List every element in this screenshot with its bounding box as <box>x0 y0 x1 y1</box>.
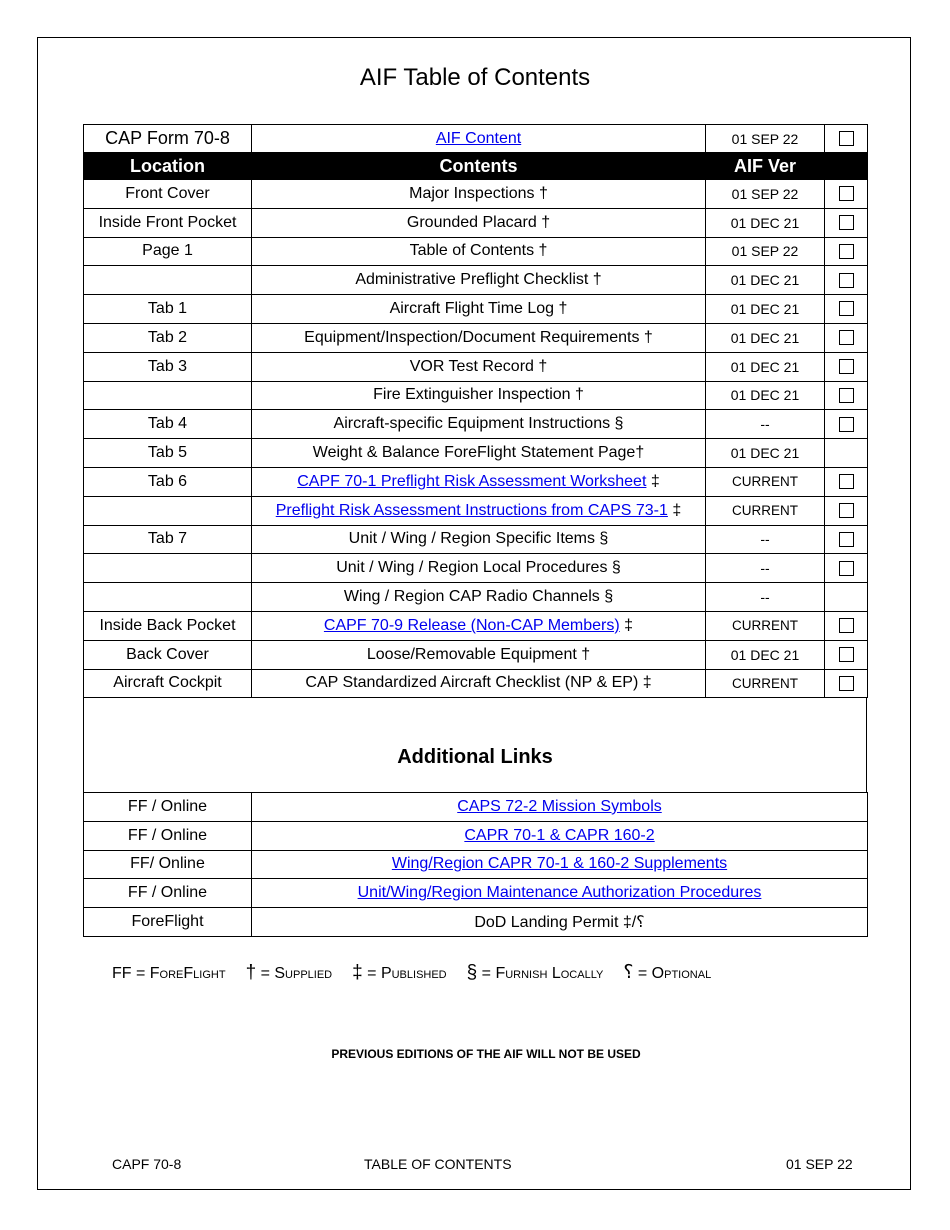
row-checkbox-cell <box>825 525 868 554</box>
row-location: Tab 7 <box>84 525 252 554</box>
link-contents[interactable]: Wing/Region CAPR 70-1 & 160-2 Supplements <box>391 855 728 873</box>
row-location: Tab 6 <box>84 467 252 496</box>
legend-symbol: ⸮ <box>623 962 634 983</box>
row-contents-cell <box>252 208 706 237</box>
row-contents: Major Inspections † <box>409 184 548 202</box>
header-version: AIF Ver <box>706 153 825 180</box>
row-version: CURRENT <box>706 496 825 525</box>
legend-label: Published <box>380 965 447 982</box>
row-contents-cell <box>252 525 706 554</box>
row-checkbox-cell <box>825 208 868 237</box>
form-checkbox-cell <box>825 125 868 153</box>
link-contents-cell <box>252 793 868 822</box>
checkbox[interactable] <box>839 618 854 633</box>
row-contents-cell <box>252 352 706 381</box>
toc-row <box>84 439 868 468</box>
aif-content-link[interactable]: AIF Content <box>435 129 522 147</box>
row-checkbox-cell <box>825 640 868 669</box>
checkbox[interactable] <box>839 244 854 259</box>
legend <box>112 961 731 984</box>
row-version: -- <box>706 410 825 439</box>
additional-links-table <box>83 792 868 937</box>
link-location: FF / Online <box>84 793 252 822</box>
checkbox[interactable] <box>839 186 854 201</box>
toc-row <box>84 352 868 381</box>
row-contents-cell <box>252 180 706 209</box>
row-contents: Weight & Balance ForeFlight Statement Page† <box>312 444 645 462</box>
link-contents[interactable]: CAPR 70-1 & CAPR 160-2 <box>464 826 655 844</box>
checkbox[interactable] <box>839 532 854 547</box>
link-location: FF/ Online <box>84 850 252 879</box>
row-location <box>84 554 252 583</box>
row-version: 01 DEC 21 <box>706 208 825 237</box>
row-checkbox-cell <box>825 381 868 410</box>
row-contents: Aircraft-specific Equipment Instructions § <box>333 415 624 433</box>
row-contents-cell <box>252 554 706 583</box>
row-contents: VOR Test Record † <box>409 357 548 375</box>
checkbox[interactable] <box>839 676 854 691</box>
legend-item: † = Supplied <box>245 962 333 983</box>
additional-links-section <box>83 697 867 793</box>
form-row <box>84 125 868 153</box>
checkbox[interactable] <box>839 215 854 230</box>
row-checkbox-cell <box>825 496 868 525</box>
link-contents-cell <box>252 879 868 908</box>
row-version: CURRENT <box>706 669 825 698</box>
row-contents-cell <box>252 467 706 496</box>
row-location: Aircraft Cockpit <box>84 669 252 698</box>
row-checkbox-cell <box>825 295 868 324</box>
row-contents: Equipment/Inspection/Document Requirements † <box>304 328 653 346</box>
row-version: 01 DEC 21 <box>706 640 825 669</box>
row-version: 01 SEP 22 <box>706 180 825 209</box>
toc-row <box>84 180 868 209</box>
row-contents-cell <box>252 669 706 698</box>
legend-symbol: ‡ <box>352 962 363 983</box>
toc-row <box>84 669 868 698</box>
row-location: Tab 5 <box>84 439 252 468</box>
row-contents-cell <box>252 439 706 468</box>
legend-label: Optional <box>651 965 712 982</box>
notice: PREVIOUS EDITIONS OF THE AIF WILL NOT BE USED <box>331 1047 641 1061</box>
toc-row <box>84 410 868 439</box>
link-row <box>84 879 868 908</box>
toc-row <box>84 640 868 669</box>
toc-row <box>84 554 868 583</box>
form-name: CAP Form 70-8 <box>84 125 252 153</box>
row-checkbox-cell <box>825 180 868 209</box>
row-location: Inside Back Pocket <box>84 611 252 640</box>
checkbox[interactable] <box>839 474 854 489</box>
row-version: 01 DEC 21 <box>706 352 825 381</box>
toc-row <box>84 237 868 266</box>
row-location: Inside Front Pocket <box>84 208 252 237</box>
toc-row <box>84 525 868 554</box>
checkbox[interactable] <box>839 561 854 576</box>
row-contents-cell <box>252 323 706 352</box>
aif-content-cell <box>252 125 706 153</box>
contents-table <box>83 124 868 698</box>
row-checkbox-cell <box>825 611 868 640</box>
legend-symbol: FF <box>112 965 132 982</box>
row-contents: CAP Standardized Aircraft Checklist (NP & EP) ‡ <box>305 674 652 692</box>
legend-symbol: § <box>466 962 478 983</box>
row-version: 01 DEC 21 <box>706 295 825 324</box>
checkbox[interactable] <box>839 647 854 662</box>
link-contents[interactable]: Unit/Wing/Region Maintenance Authorization Procedures <box>357 884 762 902</box>
checkbox[interactable] <box>839 503 854 518</box>
row-contents-cell <box>252 640 706 669</box>
row-location: Front Cover <box>84 180 252 209</box>
checkbox[interactable] <box>839 273 854 288</box>
row-location: Tab 3 <box>84 352 252 381</box>
row-contents: Unit / Wing / Region Local Procedures § <box>336 559 621 577</box>
row-contents-link[interactable]: CAPF 70-1 Preflight Risk Assessment Worksheet <box>297 472 647 490</box>
row-contents: Fire Extinguisher Inspection † <box>373 386 584 404</box>
link-location: FF / Online <box>84 879 252 908</box>
row-contents-cell <box>252 295 706 324</box>
row-checkbox-cell <box>825 352 868 381</box>
header-location: Location <box>84 153 252 180</box>
toc-row <box>84 583 868 612</box>
legend-label: ForeFlight <box>149 965 226 982</box>
legend-symbol: † <box>245 962 257 983</box>
form-version: 01 SEP 22 <box>706 125 825 153</box>
row-version: 01 DEC 21 <box>706 323 825 352</box>
toc-row <box>84 208 868 237</box>
row-contents-cell <box>252 496 706 525</box>
toc-row <box>84 467 868 496</box>
row-checkbox-cell <box>825 410 868 439</box>
legend-item: § = Furnish Locally <box>466 962 604 983</box>
link-contents-cell <box>252 908 868 937</box>
checkbox[interactable] <box>839 359 854 374</box>
row-checkbox-cell <box>825 467 868 496</box>
additional-links-title: Additional Links <box>397 746 553 768</box>
page-title: AIF Table of Contents <box>359 64 591 91</box>
legend-item: FF = ForeFlight <box>112 965 226 982</box>
link-contents-text: DoD Landing Permit ‡/⸮ <box>474 914 645 932</box>
published-mark: ‡ <box>624 616 634 634</box>
row-contents-cell <box>252 611 706 640</box>
toc-row <box>84 496 868 525</box>
row-contents: Aircraft Flight Time Log † <box>389 300 568 318</box>
published-mark: ‡ <box>672 501 682 519</box>
header-check <box>825 153 868 180</box>
legend-label: Furnish Locally <box>495 965 604 982</box>
row-contents-cell <box>252 237 706 266</box>
row-version: -- <box>706 554 825 583</box>
form-checkbox[interactable] <box>839 131 854 146</box>
checkbox[interactable] <box>839 330 854 345</box>
row-contents: Grounded Placard † <box>406 213 551 231</box>
row-version: CURRENT <box>706 467 825 496</box>
link-contents-cell <box>252 850 868 879</box>
row-version: 01 SEP 22 <box>706 237 825 266</box>
row-checkbox-cell <box>825 266 868 295</box>
row-contents: Wing / Region CAP Radio Channels § <box>343 588 614 606</box>
row-contents-cell <box>252 266 706 295</box>
row-location <box>84 496 252 525</box>
row-location: Tab 4 <box>84 410 252 439</box>
row-location <box>84 583 252 612</box>
link-row <box>84 793 868 822</box>
legend-label: Supplied <box>274 965 333 982</box>
row-contents-link[interactable]: CAPF 70-9 Release (Non-CAP Members) <box>323 616 620 634</box>
row-version: 01 DEC 21 <box>706 439 825 468</box>
row-contents-link[interactable]: Preflight Risk Assessment Instructions from CAPS 73-1 <box>275 501 668 519</box>
row-version: -- <box>706 583 825 612</box>
toc-row <box>84 295 868 324</box>
toc-row <box>84 611 868 640</box>
footer-form: CAPF 70-8 <box>112 1156 182 1172</box>
checkbox[interactable] <box>839 388 854 403</box>
row-contents: Unit / Wing / Region Specific Items § <box>348 530 609 548</box>
row-location: Tab 1 <box>84 295 252 324</box>
legend-item: ⸮ = Optional <box>623 962 712 983</box>
checkbox[interactable] <box>839 417 854 432</box>
row-contents-cell <box>252 381 706 410</box>
footer-date: 01 SEP 22 <box>786 1156 853 1172</box>
header-contents: Contents <box>252 153 706 180</box>
row-location: Tab 2 <box>84 323 252 352</box>
row-checkbox-cell <box>825 439 868 468</box>
row-checkbox-cell <box>825 323 868 352</box>
link-contents[interactable]: CAPS 72-2 Mission Symbols <box>457 797 662 815</box>
toc-row <box>84 323 868 352</box>
checkbox[interactable] <box>839 301 854 316</box>
row-version: 01 DEC 21 <box>706 381 825 410</box>
row-version: -- <box>706 525 825 554</box>
row-location <box>84 381 252 410</box>
legend-item: ‡ = Published <box>352 962 447 983</box>
row-contents: Loose/Removable Equipment † <box>366 645 591 663</box>
link-row <box>84 850 868 879</box>
row-contents-cell <box>252 583 706 612</box>
row-location: Page 1 <box>84 237 252 266</box>
row-version: 01 DEC 21 <box>706 266 825 295</box>
link-row <box>84 908 868 937</box>
toc-row <box>84 266 868 295</box>
row-contents-cell <box>252 410 706 439</box>
row-contents: Administrative Preflight Checklist † <box>355 271 602 289</box>
row-checkbox-cell <box>825 554 868 583</box>
row-location <box>84 266 252 295</box>
link-row <box>84 821 868 850</box>
footer-title: TABLE OF CONTENTS <box>364 1156 512 1172</box>
toc-row <box>84 381 868 410</box>
row-checkbox-cell <box>825 583 868 612</box>
row-checkbox-cell <box>825 669 868 698</box>
row-contents: Table of Contents † <box>409 242 548 260</box>
published-mark: ‡ <box>650 472 660 490</box>
row-checkbox-cell <box>825 237 868 266</box>
link-contents-cell <box>252 821 868 850</box>
link-location: FF / Online <box>84 821 252 850</box>
row-version: CURRENT <box>706 611 825 640</box>
header-row <box>84 153 868 180</box>
link-location: ForeFlight <box>84 908 252 937</box>
row-location: Back Cover <box>84 640 252 669</box>
